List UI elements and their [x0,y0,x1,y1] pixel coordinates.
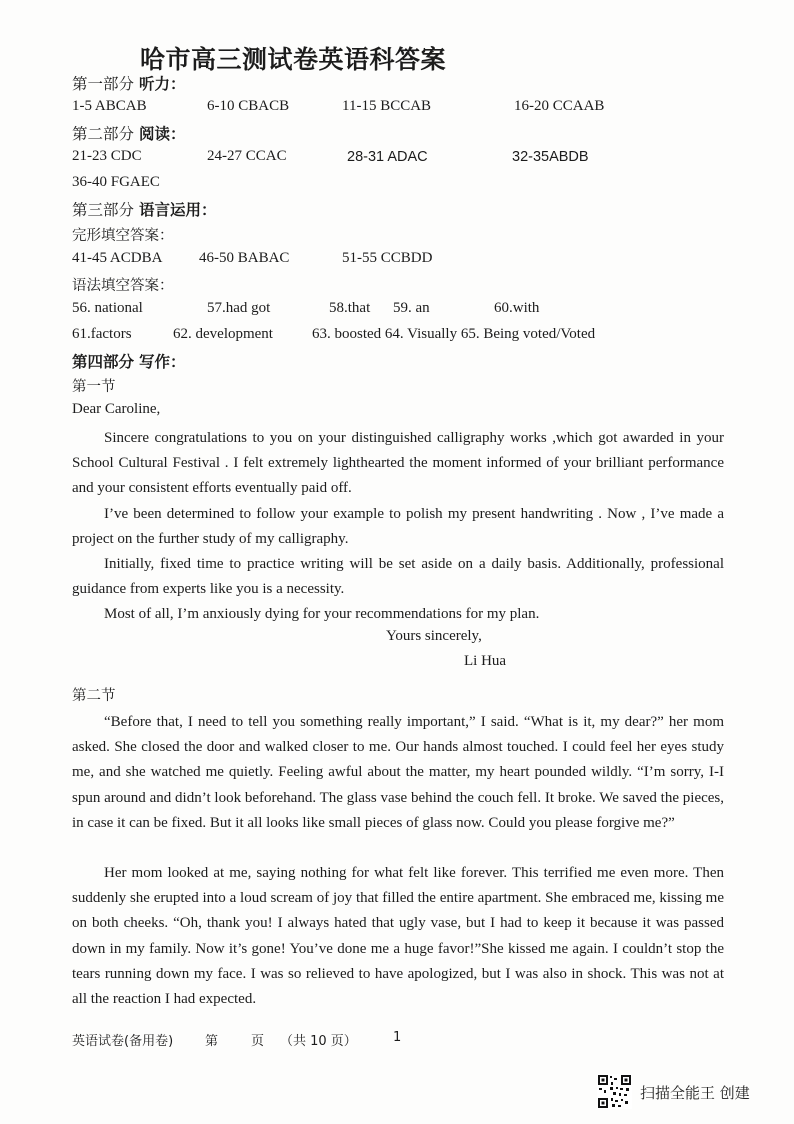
grammar-answer-62: 62. development [173,326,273,342]
grammar-answer-59: 59. an [393,300,430,316]
grammar-label: 语法填空答案： [72,278,174,294]
letter-paragraph-4 [72,602,724,627]
part2-answer-2: 24-27 CCAC [207,148,287,164]
part2-answer-5: 36-40 FGAEC [72,174,160,190]
section1-heading: 第一节 [72,379,116,395]
story-paragraph-2-text: Her mom looked at me, saying nothing for what felt like forever. This terrified me even more. Then suddenly she erupted into a loud scream of joy that filled the entire apartment. She embraced me, kissing me on both cheeks. “Oh, thank you! I always hated that ugly vase, but I had to keep it because it was passed down in my family. Now it’s gone! You’ve done me a huge favor!”She kissed me again. I couldn’t stop the tears running down my face. I was so relieved to have apologized, but I was also in shock. This was not at all the reaction I had expected. [72,865,724,1008]
letter-paragraph-2 [72,502,724,552]
part2-heading [72,122,185,144]
cloze-answer-2: 46-50 BABAC [199,250,290,266]
part4-heading [72,350,185,372]
qr-code-icon [597,1074,632,1109]
footer-ye: 页 [251,1034,265,1049]
cloze-answer-1: 41-45 ACDBA [72,250,163,266]
part2-answer-4: 32-35ABDB [512,149,589,165]
part2-answer-1: 21-23 CDC [72,148,142,164]
part1-heading-text: 第一部分 [72,75,135,93]
part1-answer-1: 1-5 ABCAB [72,98,147,114]
letter-signature: Li Hua [464,653,507,669]
grammar-answer-63-65: 63. boosted 64. Visually 65. Being voted/Voted [312,326,596,342]
part1-heading [72,72,185,94]
grammar-answer-60: 60.with [494,300,540,316]
letter-paragraph-4-text: Most of all, I’m anxiously dying for your recommendations for my plan. [104,606,540,622]
letter-paragraph-3 [72,552,724,602]
letter-paragraph-3-text: Initially, fixed time to practice writing will be set aside on a daily basis. Additionally, professional guidance from experts like you is a necessity. [72,556,724,598]
story-paragraph-1 [72,710,724,836]
letter-greeting: Dear Caroline, [72,401,161,417]
letter-paragraph-1-text: Sincere congratulations to you on your distinguished calligraphy works ,which got awarded in your School Cultural Festival . I felt extremely lighthearted the moment informed of your brilliant performance and your consistent efforts eventually paid off. [72,430,724,497]
part1-label: 听力： [138,75,186,93]
cloze-answer-3: 51-55 CCBDD [342,250,433,266]
part1-answer-4: 16-20 CCAAB [514,98,605,114]
part3-label: 语言运用： [138,201,217,219]
grammar-answer-56: 56. national [72,300,143,316]
part4-heading-text: 第四部分 [72,353,135,371]
letter-closing: Yours sincerely, [386,628,482,644]
section2-heading: 第二节 [72,688,116,704]
page-title: 哈市高三测试卷英语科答案 [140,45,447,74]
part4-label: 写作： [138,353,186,371]
cloze-label: 完形填空答案： [72,228,174,244]
footer-paper-name: 英语试卷(备用卷) [72,1034,174,1049]
footer-page-number: 1 [393,1030,402,1045]
grammar-answer-61: 61.factors [72,326,132,342]
grammar-answer-57: 57.had got [207,300,271,316]
part1-answer-3: 11-15 BCCAB [342,98,432,114]
story-paragraph-2 [72,861,724,1012]
footer-total-pages: （共 10 页） [280,1034,357,1049]
footer-di: 第 [205,1034,219,1049]
part2-label: 阅读： [138,125,186,143]
watermark-text: 扫描全能王 创建 [640,1084,750,1102]
grammar-answer-58: 58.that [329,300,371,316]
letter-paragraph-2-text: I’ve been determined to follow your example to polish my present handwriting . Now , I’ve made a project on the further study of my calligraphy. [72,506,724,548]
part2-answer-3: 28-31 ADAC [347,149,428,165]
letter-paragraph-1 [72,426,724,502]
part3-heading [72,198,216,220]
part1-answer-2: 6-10 CBACB [207,98,290,114]
story-paragraph-1-text: “Before that, I need to tell you something really important,” I said. “What is it, my dear?” her mom asked. She closed the door and walked closer to me. Our hands almost touched. I could feel her eyes study me, and she watched me quietly. Feeling awful about the matter, my heart pounded wildly. “I’m sorry, I-I spun around and didn’t look beforehand. The glass vase behind the couch fell. It broke. We saved the pieces, in case it can be fixed. But it all looks like small pieces of glass now. Could you please forgive me?” [72,714,724,831]
part3-heading-text: 第三部分 [72,201,135,219]
part2-heading-text: 第二部分 [72,125,135,143]
